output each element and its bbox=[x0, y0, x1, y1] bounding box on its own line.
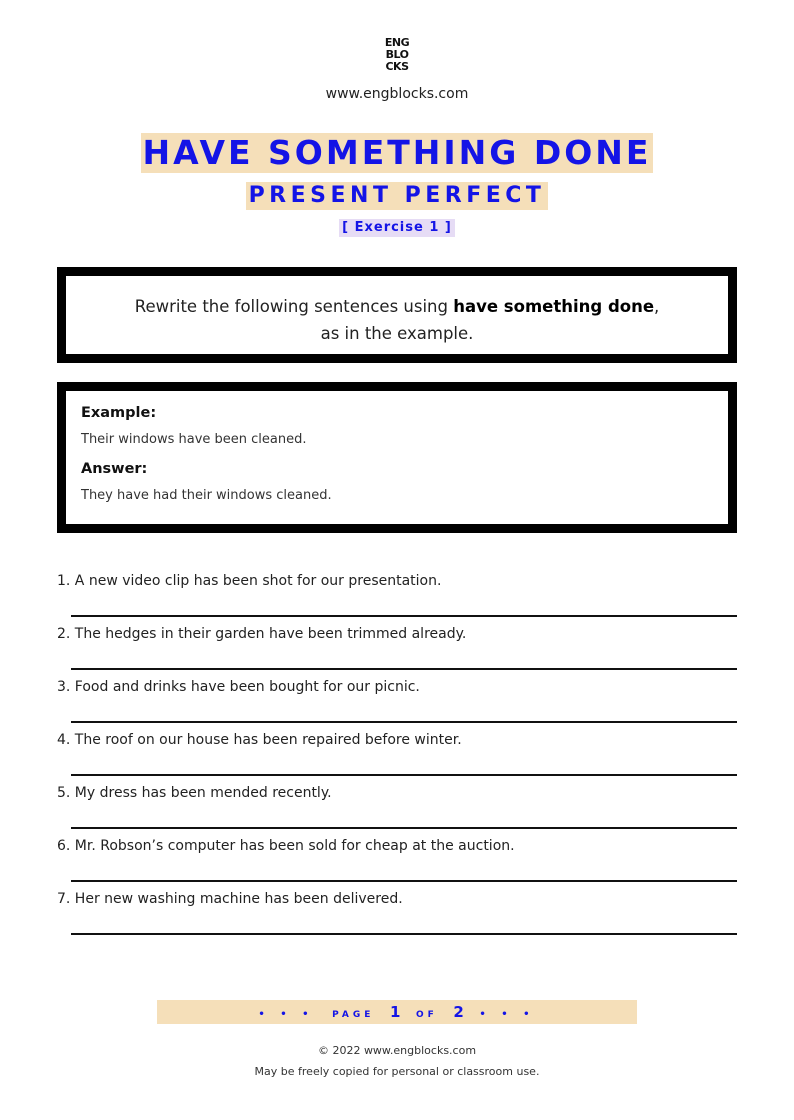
example-box bbox=[57, 382, 737, 533]
logo-line-2: BLO bbox=[385, 48, 409, 61]
instructions-bold: have something done bbox=[453, 297, 655, 316]
question-text: 5. My dress has been mended recently. bbox=[57, 785, 332, 801]
question-text: 2. The hedges in their garden have been trimmed already. bbox=[57, 626, 467, 642]
question-text: 1. A new video clip has been shot for our presentation. bbox=[57, 573, 442, 589]
of-word: OF bbox=[416, 1010, 438, 1020]
worksheet-subtitle: PRESENT PERFECT bbox=[246, 182, 549, 210]
instructions-before: Rewrite the following sentences using bbox=[134, 297, 454, 316]
site-url: www.engblocks.com bbox=[325, 86, 469, 102]
dots-right: • • • bbox=[479, 1009, 536, 1020]
example-label: Example: bbox=[81, 405, 157, 421]
copyright: © 2022 www.engblocks.com bbox=[317, 1044, 477, 1057]
exercise-wrap bbox=[0, 216, 794, 237]
instructions-box bbox=[57, 267, 737, 363]
instructions-line-1 bbox=[66, 293, 728, 320]
answer-line[interactable] bbox=[71, 774, 737, 776]
exercise-label: [ Exercise 1 ] bbox=[339, 219, 455, 237]
answer-label: Answer: bbox=[81, 461, 148, 477]
answer-text: They have had their windows cleaned. bbox=[81, 488, 332, 503]
worksheet-title: HAVE SOMETHING DONE bbox=[142, 133, 652, 172]
answer-line[interactable] bbox=[71, 615, 737, 617]
instructions-line-2: as in the example. bbox=[320, 324, 474, 343]
page-word: PAGE bbox=[332, 1010, 375, 1020]
answer-line[interactable] bbox=[71, 668, 737, 670]
dots-left: • • • bbox=[258, 1009, 315, 1020]
license-note: May be freely copied for personal or classroom use. bbox=[254, 1065, 540, 1078]
example-text: Their windows have been cleaned. bbox=[81, 432, 307, 447]
answer-line[interactable] bbox=[71, 721, 737, 723]
question-text: 6. Mr. Robson’s computer has been sold for cheap at the auction. bbox=[57, 838, 515, 854]
logo-line-1: ENG bbox=[384, 36, 410, 49]
page-number: 1 bbox=[390, 1003, 401, 1021]
instructions-after: , bbox=[654, 297, 660, 316]
page-total: 2 bbox=[453, 1003, 464, 1021]
question-text: 4. The roof on our house has been repaired before winter. bbox=[57, 732, 462, 748]
answer-line[interactable] bbox=[71, 880, 737, 882]
question-text: 3. Food and drinks have been bought for our picnic. bbox=[57, 679, 420, 695]
question-text: 7. Her new washing machine has been delivered. bbox=[57, 891, 403, 907]
logo-line-3: CKS bbox=[385, 60, 409, 73]
engblocks-logo bbox=[0, 37, 794, 73]
answer-line[interactable] bbox=[71, 933, 737, 935]
title-wrap bbox=[0, 133, 794, 173]
answer-line[interactable] bbox=[71, 827, 737, 829]
page-indicator bbox=[157, 1000, 637, 1024]
subtitle-wrap bbox=[0, 182, 794, 210]
